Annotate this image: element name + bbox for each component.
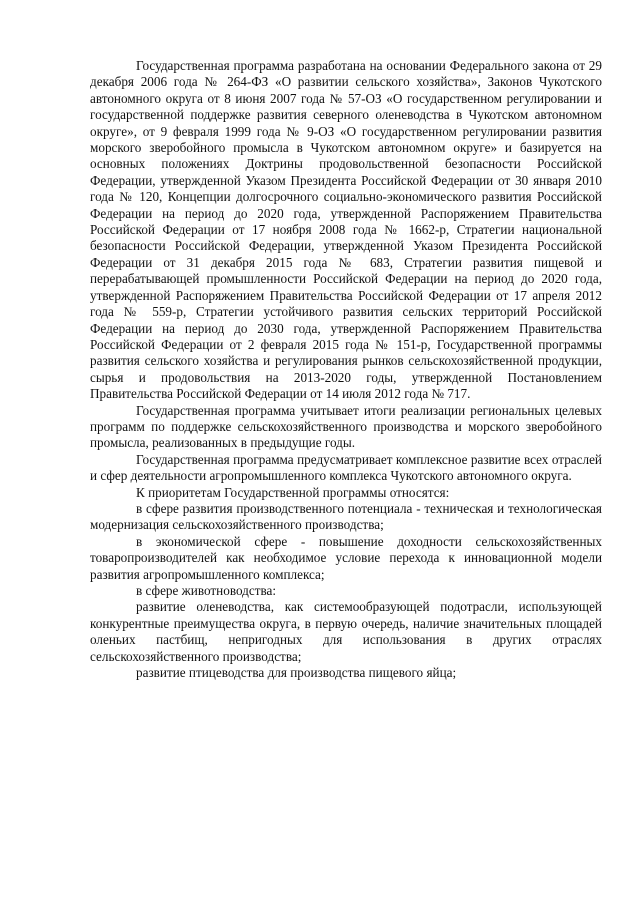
paragraph-poultry: развитие птицеводства для производства пищевого яйца; xyxy=(136,665,457,681)
paragraph-reindeer-herding: развитие оленеводства, как системообразующей подотрасли, использующей конкурентные преимущества округа, в первую очередь, наличие значительных площадей оленьих пастбищ, непригодных для использования в других отраслях сельскохозяйственного производства; xyxy=(90,599,602,664)
paragraph-priority-production: в сфере развития производственного потенциала - техническая и технологическая модернизация сельскохозяйственного производства; xyxy=(90,500,602,533)
paragraph-livestock-heading: в сфере животноводства: xyxy=(136,583,277,598)
paragraph-priority-economic: в экономической сфере - повышение доходности сельскохозяйственных товаропроизводителей как необходимое условие перехода к инновационной модели развития агропромышленного комплекса; xyxy=(90,533,602,582)
document-body xyxy=(90,58,602,681)
paragraph-priorities-intro: К приоритетам Государственной программы относятся: xyxy=(136,484,450,500)
paragraph-legal-basis: Государственная программа разработана на основании Федерального закона от 29 декабря 2006 года № 264-ФЗ «О развитии сельского хозяйства», Законов Чукотского автономного округа от 8 июня 2007 года № 57-ОЗ «О государственном регулировании и государственной поддержке развития северного оленеводства в Чукотском автономном округе», от 9 февраля 1999 года № 9-ОЗ «О государственном регулировании развития морского зверобойного промысла в Чукотском автономном округе» и базируется на основных положениях Доктрины продовольственной безопасности Российской Федерации, утвержденной Указом Президента Российской Федерации от 30 января 2010 года № 120, Концепции долгосрочного социально-экономического развития Российской Федерации на период до 2020 года, утвержденной Распоряжением Правительства Российской Федерации от 17 ноября 2008 года № 1662-р, Стратегии национальной безопасности Российской Федерации, утвержденной Указом Президента Российской Федерации от 31 декабря 2015 года № 683, Стратегии развития пищевой и перерабатывающей промышленности Российской Федерации на период до 2020 года, утвержденной Распоряжением Правительства Российской Федерации от 17 апреля 2012 года № 559-р, Стратегии устойчивого развития сельских территорий Российской Федерации на период до 2030 года, утвержденной Распоряжением Правительства Российской Федерации от 2 февраля 2015 года № 151-р, Государственной программы развития сельского хозяйства и регулирования рынков сельскохозяйственной продукции, сырья и продовольствия на 2013-2020 годы, утвержденной Постановлением Правительства Российской Федерации от 14 июля 2012 года № 717. xyxy=(90,58,602,402)
paragraph-complex-development: Государственная программа предусматривает комплексное развитие всех отраслей и сфер деятельности агропромышленного комплекса Чукотского автономного округа. xyxy=(90,451,602,484)
paragraph-previous-programs: Государственная программа учитывает итоги реализации региональных целевых программ по поддержке сельскохозяйственного производства и морского зверобойного промысла, реализованных в предыдущие годы. xyxy=(90,402,602,451)
